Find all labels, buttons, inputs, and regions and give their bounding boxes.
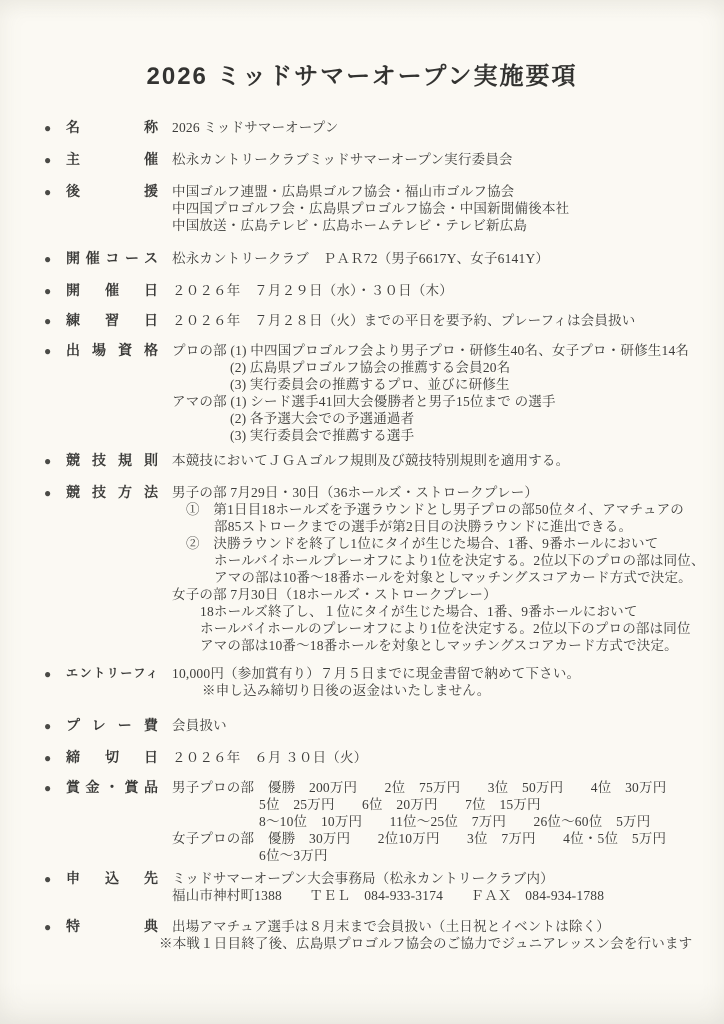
section-row — [0, 717, 724, 735]
content-line: 5位 25万円 6位 20万円 7位 15万円 — [259, 797, 541, 812]
section-row — [0, 779, 724, 864]
bullet-icon: ● — [44, 121, 52, 135]
section-content — [172, 183, 724, 234]
content-line: 中国放送・広島テレビ・広島ホームテレビ・テレビ新広島 — [172, 218, 528, 233]
section-row — [0, 282, 724, 300]
bullet-icon: ● — [44, 153, 52, 167]
bullet-icon: ● — [44, 284, 52, 298]
section-row — [0, 151, 724, 169]
bullet-icon: ● — [44, 751, 52, 765]
content-line: アマの部 (1) シード選手41回大会優勝者と男子15位まで の選手 — [172, 394, 556, 409]
section-row — [0, 119, 724, 137]
content-line: 松永カントリークラブミッドサマーオープン実行委員会 — [172, 152, 513, 167]
section-label: 開催日 — [66, 282, 158, 298]
section-label: 出場資格 — [66, 342, 158, 358]
section-content — [172, 151, 724, 168]
section-label: 開催コース — [66, 250, 158, 266]
content-line: 中四国プロゴルフ会・広島県プロゴルフ協会・中国新聞備後本社 — [172, 201, 570, 216]
content-line: (3) 実行委員会で推薦する選手 — [230, 428, 415, 443]
bullet-icon: ● — [44, 872, 52, 886]
content-line: 松永カントリークラブ ＰＡＲ72（男子6617Y、女子6141Y） — [172, 251, 550, 266]
section-label: 後援 — [66, 183, 158, 199]
content-line: 2026 ミッドサマーオープン — [172, 120, 339, 135]
content-line: プロの部 (1) 中四国プロゴルフ会より男子プロ・研修生40名、女子プロ・研修生14名 — [172, 343, 690, 358]
content-line: 男子の部 7月29日・30日（36ホールズ・ストロークプレー） — [172, 485, 539, 500]
content-line: ※本戦１日目終了後、広島県プロゴルフ協会のご協力でジュニアレッスン会を行います — [159, 936, 693, 951]
content-line: アマの部は10番～18番ホールを対象としマッチングスコアカード方式で決定。 — [200, 638, 678, 653]
bullet-icon: ● — [44, 454, 52, 468]
sections-container — [0, 119, 724, 952]
section-row — [0, 183, 724, 234]
section-row — [0, 484, 724, 654]
content-line: 10,000円（参加賞有り）７月５日までに現金書留で納めて下さい。 — [172, 666, 581, 681]
bullet-icon: ● — [44, 185, 52, 199]
section-content — [172, 282, 724, 299]
content-line: 女子の部 7月30日（18ホールズ・ストロークプレー） — [172, 587, 497, 602]
section-row — [0, 918, 724, 952]
section-content — [172, 119, 724, 136]
content-line: (2) 各予選大会での予選通過者 — [230, 411, 415, 426]
section-row — [0, 452, 724, 470]
section-row — [0, 665, 724, 699]
content-line: (3) 実行委員会の推薦するプロ、並びに研修生 — [230, 377, 510, 392]
section-row — [0, 870, 724, 904]
section-content — [172, 749, 724, 766]
content-line: 中国ゴルフ連盟・広島県ゴルフ協会・福山市ゴルフ協会 — [172, 184, 515, 199]
section-content — [172, 779, 724, 864]
section-content — [172, 312, 724, 329]
content-line: 出場アマチュア選手は８月末まで会員扱い（土日祝とイベントは除く） — [172, 919, 610, 934]
bullet-icon: ● — [44, 344, 52, 358]
bullet-icon: ● — [44, 719, 52, 733]
content-line: 会員扱い — [172, 718, 227, 733]
section-row — [0, 342, 724, 444]
content-line: アマの部は10番～18番ホールを対象としマッチングスコアカード方式で決定。 — [214, 570, 692, 585]
bullet-icon: ● — [44, 920, 52, 934]
content-line: ２０２６年 ７月２８日（火）までの平日を要予約、プレーフィは会員扱い — [172, 313, 636, 328]
content-line: 福山市神村町1388 ＴＥＬ 084-933-3174 ＦＡＸ 084-934-1788 — [172, 888, 605, 903]
content-line: ※申し込み締切り日後の返金はいたしません。 — [202, 683, 491, 698]
section-label: 競技方法 — [66, 484, 158, 500]
content-line: (2) 広島県プロゴルフ協会の推薦する会員20名 — [230, 360, 511, 375]
bullet-icon: ● — [44, 486, 52, 500]
section-content — [172, 484, 724, 654]
content-line: ② 決勝ラウンドを終了し1位にタイが生じた場合、1番、9番ホールにおいて — [186, 536, 659, 551]
content-line: ホールバイホールのプレーオフにより1位を決定する。2位以下のプロの部は同位 — [200, 621, 691, 636]
bullet-icon: ● — [44, 667, 52, 681]
section-label: 競技規則 — [66, 452, 158, 468]
content-line: 18ホールズ終了し、１位にタイが生じた場合、1番、9番ホールにおいて — [200, 604, 638, 619]
section-content — [172, 717, 724, 734]
section-content — [172, 250, 724, 267]
section-row — [0, 749, 724, 767]
content-line: 女子プロの部 優勝 30万円 2位10万円 3位 7万円 4位・5位 5万円 — [172, 831, 667, 846]
section-label: 申込先 — [66, 870, 158, 886]
section-label: 賞金・賞品 — [66, 779, 158, 795]
section-label: プレー費 — [66, 717, 158, 733]
section-label: 主催 — [66, 151, 158, 167]
section-content — [172, 870, 724, 904]
section-label: エントリーフィ — [66, 666, 158, 680]
bullet-icon: ● — [44, 252, 52, 266]
section-content — [172, 342, 724, 444]
content-line: ２０２６年 ７月２９日（水）・３０日（木） — [172, 283, 453, 298]
section-row — [0, 250, 724, 268]
content-line: ホールバイホールプレーオフにより1位を決定する。2位以下のプロの部は同位、 — [214, 553, 705, 568]
section-label: 締切日 — [66, 749, 158, 765]
bullet-icon: ● — [44, 314, 52, 328]
section-content — [159, 918, 724, 952]
content-line: 6位～3万円 — [259, 848, 328, 863]
section-row — [0, 312, 724, 330]
section-label: 練習日 — [66, 312, 158, 328]
section-label: 特典 — [66, 918, 158, 934]
content-line: 男子プロの部 優勝 200万円 2位 75万円 3位 50万円 4位 30万円 — [172, 780, 667, 795]
content-line: ① 第1日目18ホールズを予選ラウンドとし男子プロの部50位タイ、アマチュアの — [186, 502, 684, 517]
content-line: ２０２６年 ６月 ３０日（火） — [172, 750, 368, 765]
section-label: 名称 — [66, 119, 158, 135]
page-title: 2026 ミッドサマーオープン実施要項 — [146, 63, 578, 90]
content-line: 部85ストロークまでの選手が第2日目の決勝ラウンドに進出できる。 — [214, 519, 633, 534]
section-content — [172, 452, 724, 469]
section-content — [172, 665, 724, 699]
content-line: ミッドサマーオープン大会事務局（松永カントリークラブ内） — [172, 871, 554, 886]
bullet-icon: ● — [44, 781, 52, 795]
content-line: 8～10位 10万円 11位～25位 7万円 26位～60位 5万円 — [259, 814, 651, 829]
content-line: 本競技においてＪＧＡゴルフ規則及び競技特別規則を適用する。 — [172, 453, 570, 468]
